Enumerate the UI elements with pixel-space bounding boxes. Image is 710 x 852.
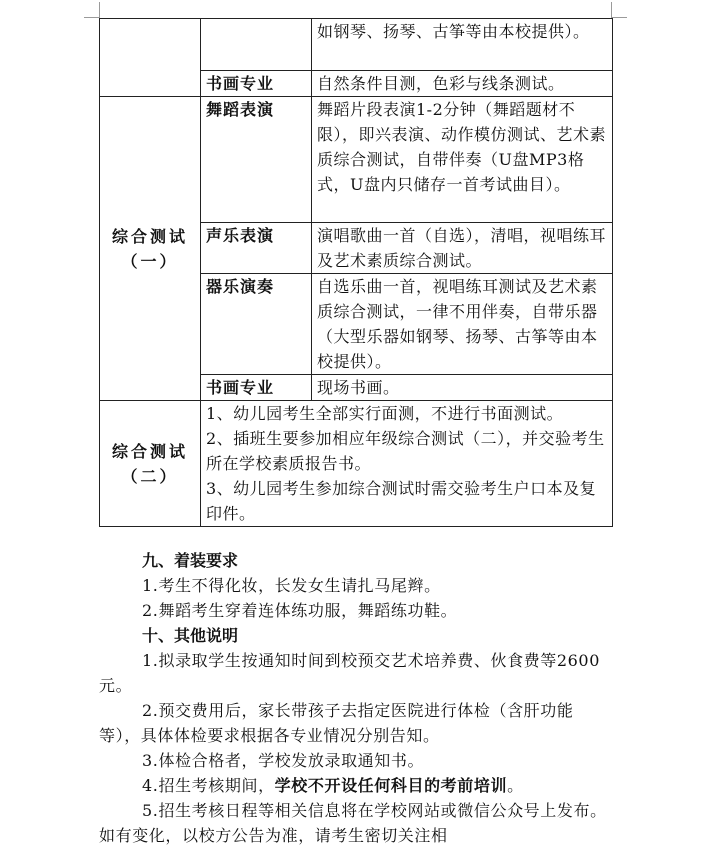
page-crop-marks — [0, 0, 710, 20]
list-item: 1.考生不得化妆，长发女生请扎马尾辫。 — [142, 576, 441, 595]
group-cell-continued — [100, 19, 201, 97]
description-cell: 现场书画。 — [312, 375, 613, 401]
group-label-line: （一） — [121, 251, 179, 271]
table-row — [100, 97, 613, 223]
crop-mark-right-horizontal — [611, 17, 627, 18]
description-cell: 自然条件目测，色彩与线条测试。 — [312, 71, 613, 97]
group-label-cell — [100, 97, 201, 401]
subject-cell: 声乐表演 — [201, 223, 312, 274]
group-label-cell — [100, 401, 201, 527]
subject-cell: 舞蹈表演 — [201, 97, 312, 223]
description-cell: 如钢琴、扬琴、古筝等由本校提供）。 — [312, 19, 613, 71]
group-label-line: （二） — [121, 466, 179, 486]
list-item: 2.舞蹈考生穿着连体练功服，舞蹈练功鞋。 — [142, 601, 458, 620]
list-item: 3、幼儿园考生参加综合测试时需交验考生户口本及复印件。 — [206, 479, 597, 523]
group-label-line: 综合测试 — [111, 441, 188, 461]
subject-cell: 书画专业 — [201, 71, 312, 97]
description-cell: 演唱歌曲一首（自选），清唱，视唱练耳及艺术素质综合测试。 — [312, 223, 613, 274]
crop-mark-left — [99, 2, 100, 18]
description-cell: 舞蹈片段表演1-2分钟（舞蹈题材不限），即兴表演、动作模仿测试、艺术素质综合测试，自带伴奏（U盘MP3格式，U盘内只储存一首考试曲目）。 — [312, 97, 613, 223]
subject-cell: 器乐演奏 — [201, 274, 312, 375]
crop-mark-left-horizontal — [84, 17, 100, 18]
section-other-notes — [99, 623, 612, 848]
section-heading: 九、着装要求 — [142, 551, 239, 570]
list-item: 2、插班生要参加相应年级综合测试（二），并交验考生所在学校素质报告书。 — [206, 429, 605, 473]
table-row — [100, 401, 613, 527]
group-label-line: 综合测试 — [111, 226, 188, 246]
list-item: 3.体检合格者，学校发放录取通知书。 — [142, 751, 425, 770]
list-item: 1.拟录取学生按通知时间到校预交艺术培养费、伙食费等2600元。 — [99, 651, 600, 695]
list-item: 5.招生考核日程等相关信息将在学校网站或微信公众号上发布。如有变化，以校方公告为准，请考生密切关注相 — [99, 801, 607, 845]
section-dress-code — [99, 548, 612, 623]
description-cell: 自选乐曲一首，视唱练耳测试及艺术素质综合测试，一律不用伴奏，自带乐器（大型乐器如钢琴、扬琴、古筝等由本校提供）。 — [312, 274, 613, 375]
subject-cell: 书画专业 — [201, 375, 312, 401]
list-item — [99, 773, 612, 798]
text-fragment: 。 — [507, 776, 524, 795]
crop-mark-right — [611, 2, 612, 18]
subject-cell — [201, 19, 312, 71]
text-fragment: 4.招生考核期间， — [142, 776, 275, 795]
section-heading: 十、其他说明 — [142, 626, 239, 645]
table-row — [100, 19, 613, 71]
group2-notes-cell — [201, 401, 613, 527]
emphasis-text: 学校不开设任何科目的考前培训 — [274, 776, 508, 795]
list-item: 1、幼儿园考生全部实行面测，不进行书面测试。 — [206, 404, 564, 423]
exam-requirements-table — [99, 18, 613, 527]
list-item: 2.预交费用后，家长带孩子去指定医院进行体检（含肝功能等），具体体检要求根据各专业情况分别告知。 — [99, 701, 574, 745]
